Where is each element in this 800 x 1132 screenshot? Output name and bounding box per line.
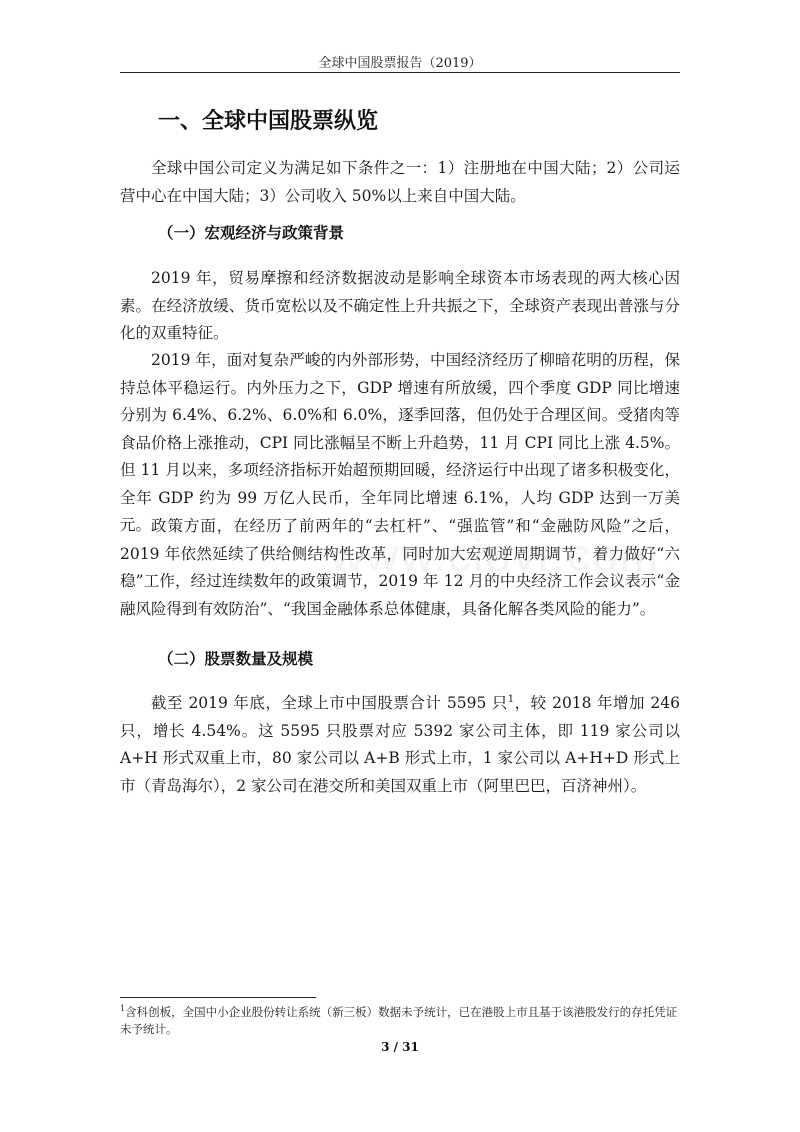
header-divider: [120, 72, 680, 73]
paragraph-policy: 政策方面，在经历了前两年的“去杠杆”、“强监管”和“金融防风险”之后，2019 年依然延续了供给侧结构性改革，同时加大宏观逆周期调节，着力做好“六稳”工作，经过连续数年的政策调节，2019 年 12 月的中央经济工作会议表示“金融风险得到有效防治”、“我国金融体系总体健康，具备化解各类风险的能力”。: [120, 517, 680, 618]
stock-count-text-a: 截至 2019 年底，全球上市中国股票合计 5595 只: [151, 694, 508, 712]
footnote-reference[interactable]: 1: [507, 693, 515, 705]
stock-count-text-b: ，较 2018 年增加 246 只，增长 4.54%。这 5595 只股票对应 5392 家公司主体，即 119 家公司以 A+H 形式双重上市，80 家公司以 A+B 形式上市，1 家公司以 A+H+D 形式上市（青岛海尔），2 家公司在港交所和美国双重上市（阿里巴巴，百济神州）。: [120, 694, 681, 795]
paragraph-china-economy: 2019 年，面对复杂严峻的内外部形势，中国经济经历了柳暗花明的历程，保持总体平稳运行。内外压力之下，GDP 增速有所放缓，四个季度 GDP 同比增速分别为 6.4%、6.2%、6.0%和 6.0%，逐季回落，但仍处于合理区间。受猪肉等食品价格上涨推动，CPI 同比涨幅呈不断上升趋势，11 月 CPI 同比上涨 4.5%。但 11 月以来，多项经济指标开始超预期回暖，经济运行中出现了诸多积极变化，全年 GDP 约为 99 万亿人民币，全年同比增速 6.1%，人均 GDP 达到一万美元。: [120, 351, 680, 534]
intro-paragraph: 全球中国公司定义为满足如下条件之一：1）注册地在中国大陆；2）公司运营中心在中国大陆；3）公司收入 50%以上来自中国大陆。: [120, 159, 680, 205]
paragraph-stock-count: [120, 690, 680, 800]
footnote-divider: [120, 997, 316, 998]
paragraph-trade-friction: 2019 年，贸易摩擦和经济数据波动是影响全球资本市场表现的两大核心因素。在经济放缓、货币宽松以及不确定性上升共振之下，全球资产表现出普涨与分化的双重特征。: [120, 269, 680, 342]
page-number: 3 / 31: [381, 1040, 419, 1054]
footnote-mark: 1: [120, 1004, 126, 1014]
subsection-title-stock-count: （二）股票数量及规模: [158, 650, 314, 668]
footnote-text: 含科创板，全国中小企业股份转让系统（新三板）数据未予统计，已在港股上市且基于该港股发行的存托凭证未予统计。: [120, 1005, 678, 1036]
running-header: 全球中国股票报告（2019）: [318, 56, 482, 71]
subsection-title-macro: （一）宏观经济与政策背景: [158, 224, 345, 242]
section-title: 一、全球中国股票纵览: [158, 109, 379, 134]
footnote: [120, 1004, 680, 1038]
